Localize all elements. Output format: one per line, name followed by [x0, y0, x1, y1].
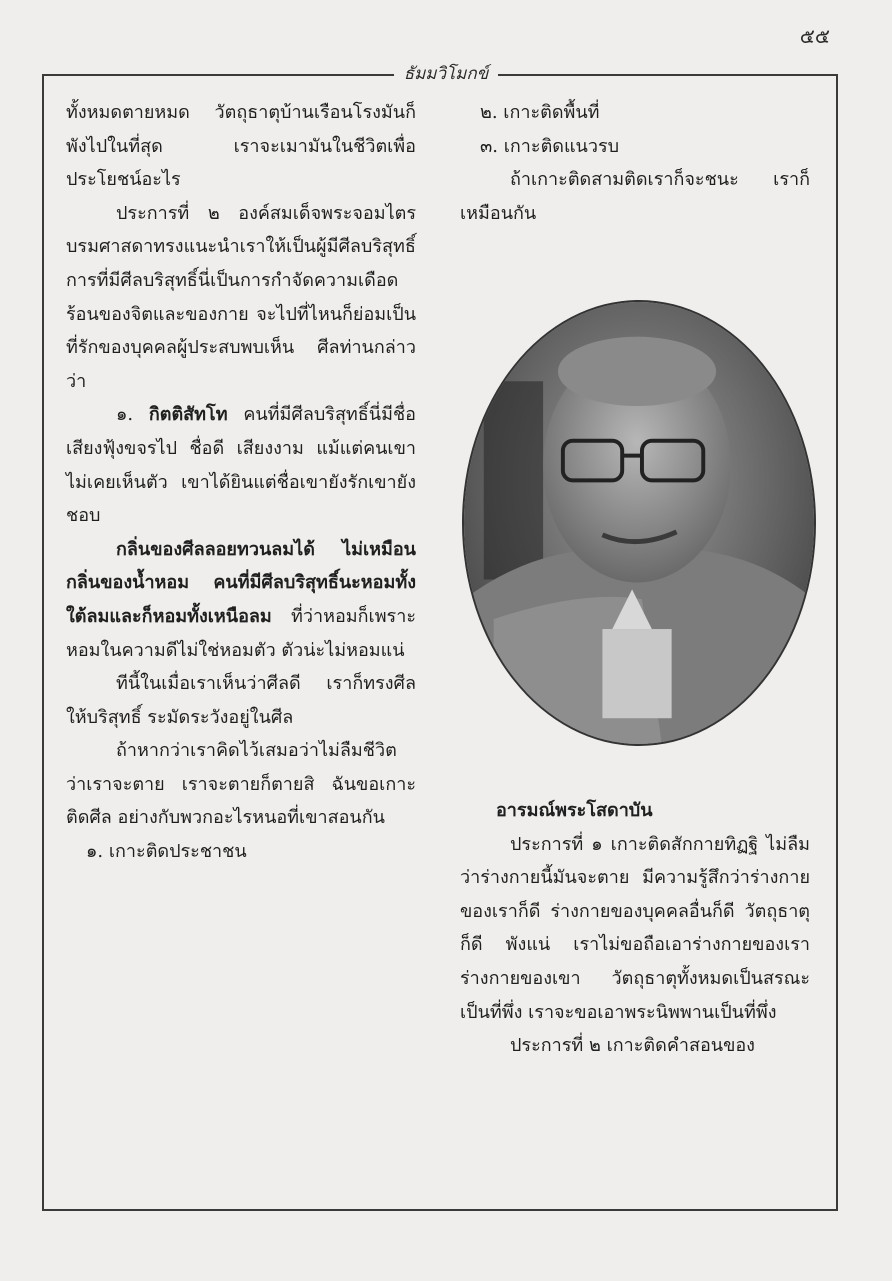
left-column: [66, 96, 416, 869]
right-column-top: [460, 96, 810, 230]
left-paragraph-5: ทีนี้ในเมื่อเราเห็นว่าศีลดี เราก็ทรงศีลให้บริสุทธิ์ ระมัดระวังอยู่ในศีล: [66, 673, 416, 728]
running-header: [0, 60, 892, 87]
page-number: ๕๕: [799, 24, 830, 48]
monk-portrait-photo: [462, 300, 816, 746]
photo-illustration: [464, 302, 814, 744]
section-heading: อารมณ์พระโสดาบัน: [496, 800, 653, 821]
bold-quote: กลิ่นของศีลลอยทวนลมได้ ไม่เหมือนกลิ่นของน้ำหอม คนที่มีศีลบริสุทธิ์นะหอมทั้งใต้ลมและก็หอมทั้งเหนือลม: [66, 538, 416, 627]
left-paragraph-4-rest: ที่ว่าหอมก็เพราะหอมในความดีไม่ใช่หอมตัว ตัวน่ะไม่หอมแน่: [66, 605, 416, 661]
right-paragraph-1: ถ้าเกาะติดสามติดเราก็จะชนะ เราก็เหมือนกัน: [460, 169, 810, 224]
left-paragraph-2: ประการที่ ๒ องค์สมเด็จพระจอมไตรบรมศาสดาทรงแนะนำเราให้เป็นผู้มีศีลบริสุทธิ์ การที่มีศีลบริสุทธิ์นี่เป็นการกำจัดความเดือดร้อนของจิตและของกาย จะไปที่ไหนก็ย่อมเป็นที่รักของบุคคลผู้ประสบพบเห็น ศีลท่านกล่าวว่า: [66, 202, 416, 392]
list-item-1: ๑. เกาะติดประชาชน: [86, 841, 247, 863]
right-paragraph-3: ประการที่ ๒ เกาะติดคำสอนของ: [510, 1035, 755, 1057]
right-paragraph-2: ประการที่ ๑ เกาะติดสักกายทิฏฐิ ไม่ลืมว่าร่างกายนี้มันจะตาย มีความรู้สึกว่าร่างกายของเราก็ดี ร่างกายของบุคคลอื่นก็ดี วัตถุธาตุก็ดี พังแน่ เราไม่ขอถือเอาร่างกายของเรา ร่างกายของเขา วัตถุธาตุทั้งหมดเป็นสรณะเป็นที่พึ่ง เราจะขอเอาพระนิพพานเป็นที่พึ่ง: [460, 833, 810, 1023]
left-paragraph-3: [66, 398, 416, 532]
item-number: ๑.: [116, 404, 134, 426]
list-item-3: ๓. เกาะติดแนวรบ: [480, 135, 620, 157]
term-kittisattho: กิตติสัทโท: [148, 404, 228, 426]
left-paragraph-6: ถ้าหากว่าเราคิดไว้เสมอว่าไม่ลืมชีวิตว่าเราจะตาย เราจะตายก็ตายสิ ฉันขอเกาะติดศีล อย่างกับพวกอะไรหนอที่เขาสอนกัน: [66, 740, 416, 829]
header-title: ธัมมวิโมกข์: [394, 64, 499, 84]
list-item-2: ๒. เกาะติดพื้นที่: [480, 102, 600, 123]
left-paragraph-1: ทั้งหมดตายหมด วัตถุธาตุบ้านเรือนโรงมันก็พังไปในที่สุด เราจะเมามันในชีวิตเพื่อประโยชน์อะไร: [66, 102, 416, 191]
left-paragraph-3-rest: คนที่มีศีลบริสุทธิ์นี่มีชื่อเสียงฟุ้งขจรไป ชื่อดี เสียงงาม แม้แต่คนเขาไม่เคยเห็นตัว เขาได้ยินแต่ชื่อเขายังรักเขายังชอบ: [66, 404, 416, 527]
right-column-bottom: [460, 794, 810, 1063]
left-paragraph-4: [66, 533, 416, 667]
